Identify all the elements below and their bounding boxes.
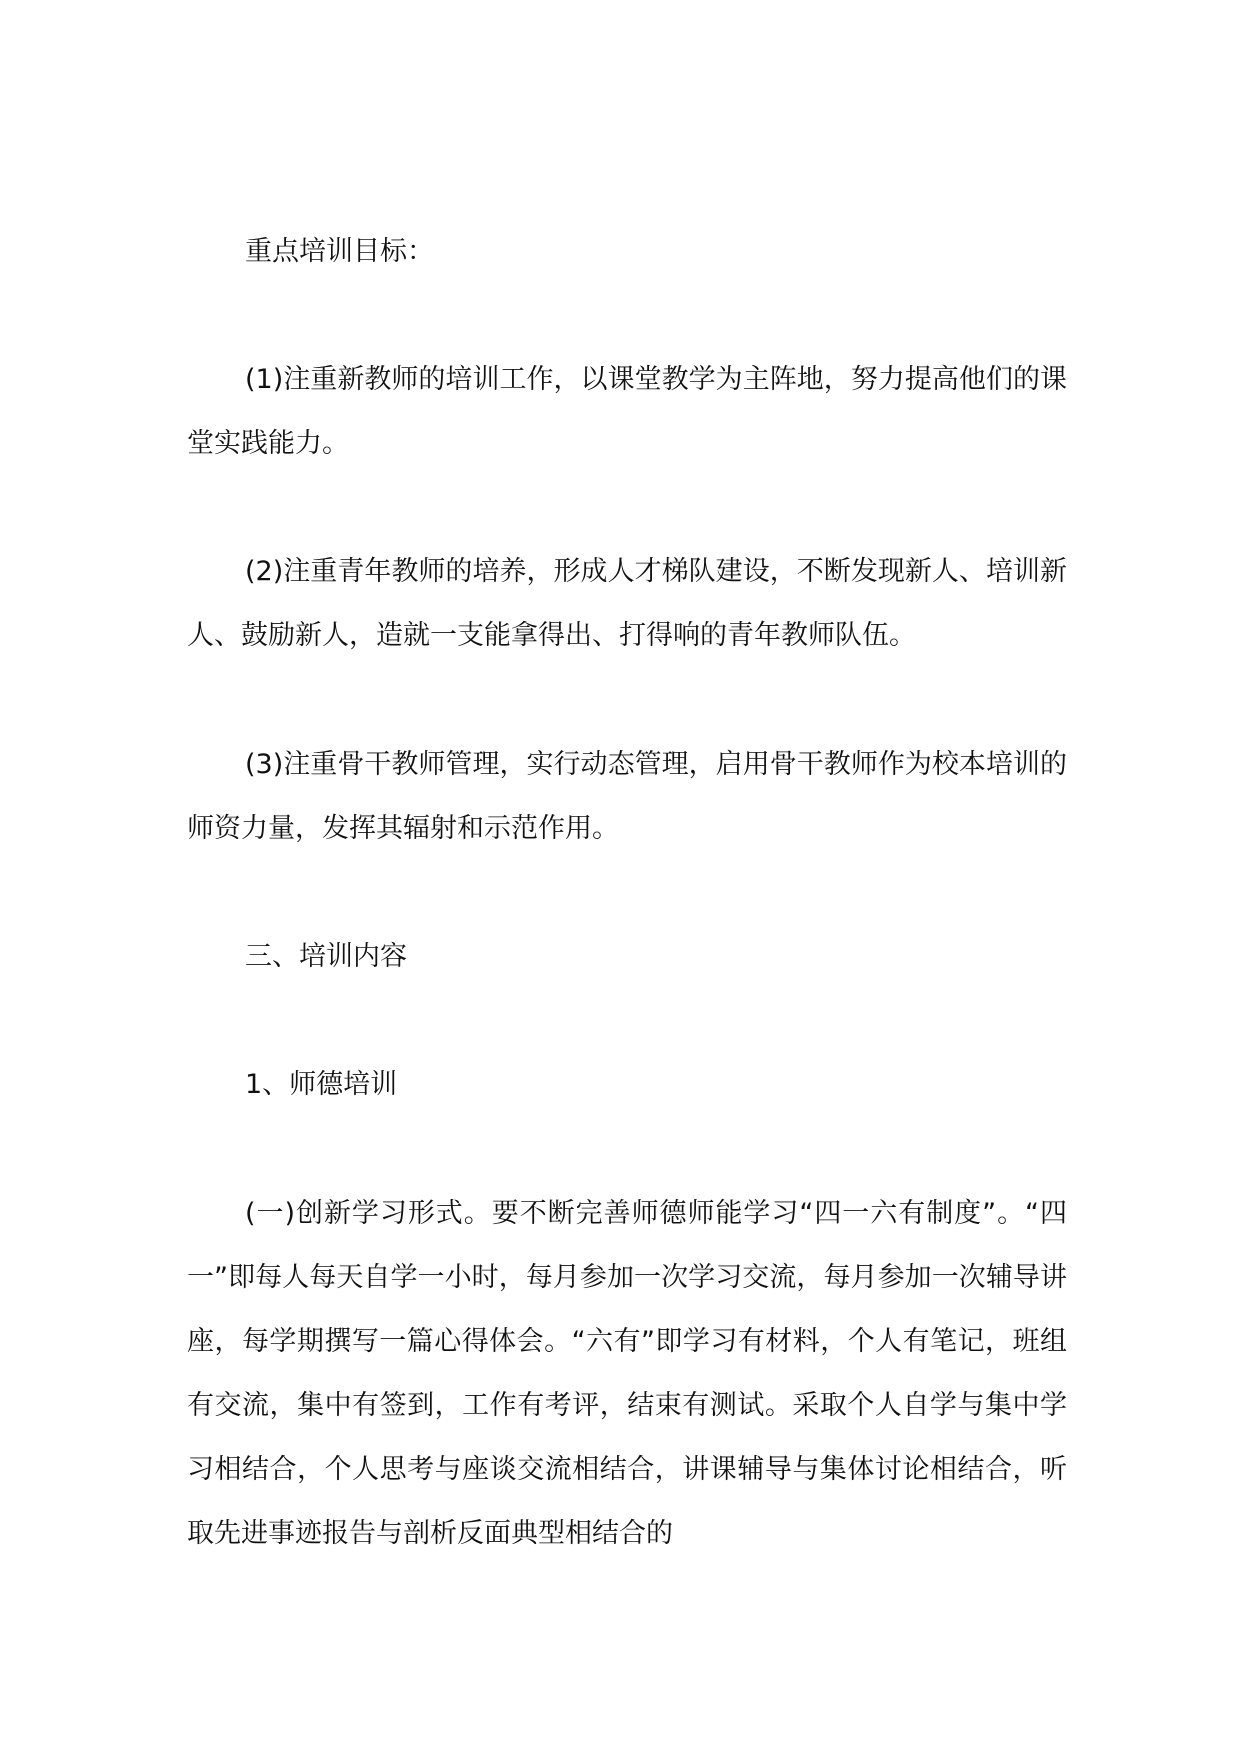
paragraph-goal-2: (2)注重青年教师的培养，形成人才梯队建设，不断发现新人、培训新人、鼓励新人，造就一支能拿得出、打得响的青年教师队伍。: [187, 556, 1067, 651]
paragraph-learning-forms: (一)创新学习形式。要不断完善师德师能学习“四一六有制度”。“四一”即每人每天自学一小时，每月参加一次学习交流，每月参加一次辅导讲座，每学期撰写一篇心得体会。“六有”即学习有材料，个人有笔记，班组有交流，集中有签到，工作有考评，结束有测试。采取个人自学与集中学习相结合，个人思考与座谈交流相结合，讲课辅导与集体讨论相结合，听取先进事迹报告与剖析反面典型相结合的: [187, 1198, 1067, 1549]
heading-section-3: 三、培训内容: [245, 941, 407, 972]
heading-ethics-training: 1、师德培训: [245, 1069, 398, 1100]
paragraph-goal-3: (3)注重骨干教师管理，实行动态管理，启用骨干教师作为校本培训的师资力量，发挥其辐射和示范作用。: [187, 749, 1067, 844]
paragraph-goal-1: (1)注重新教师的培训工作，以课堂教学为主阵地，努力提高他们的课堂实践能力。: [187, 364, 1067, 459]
heading-key-training-goals: 重点培训目标：: [245, 236, 434, 267]
